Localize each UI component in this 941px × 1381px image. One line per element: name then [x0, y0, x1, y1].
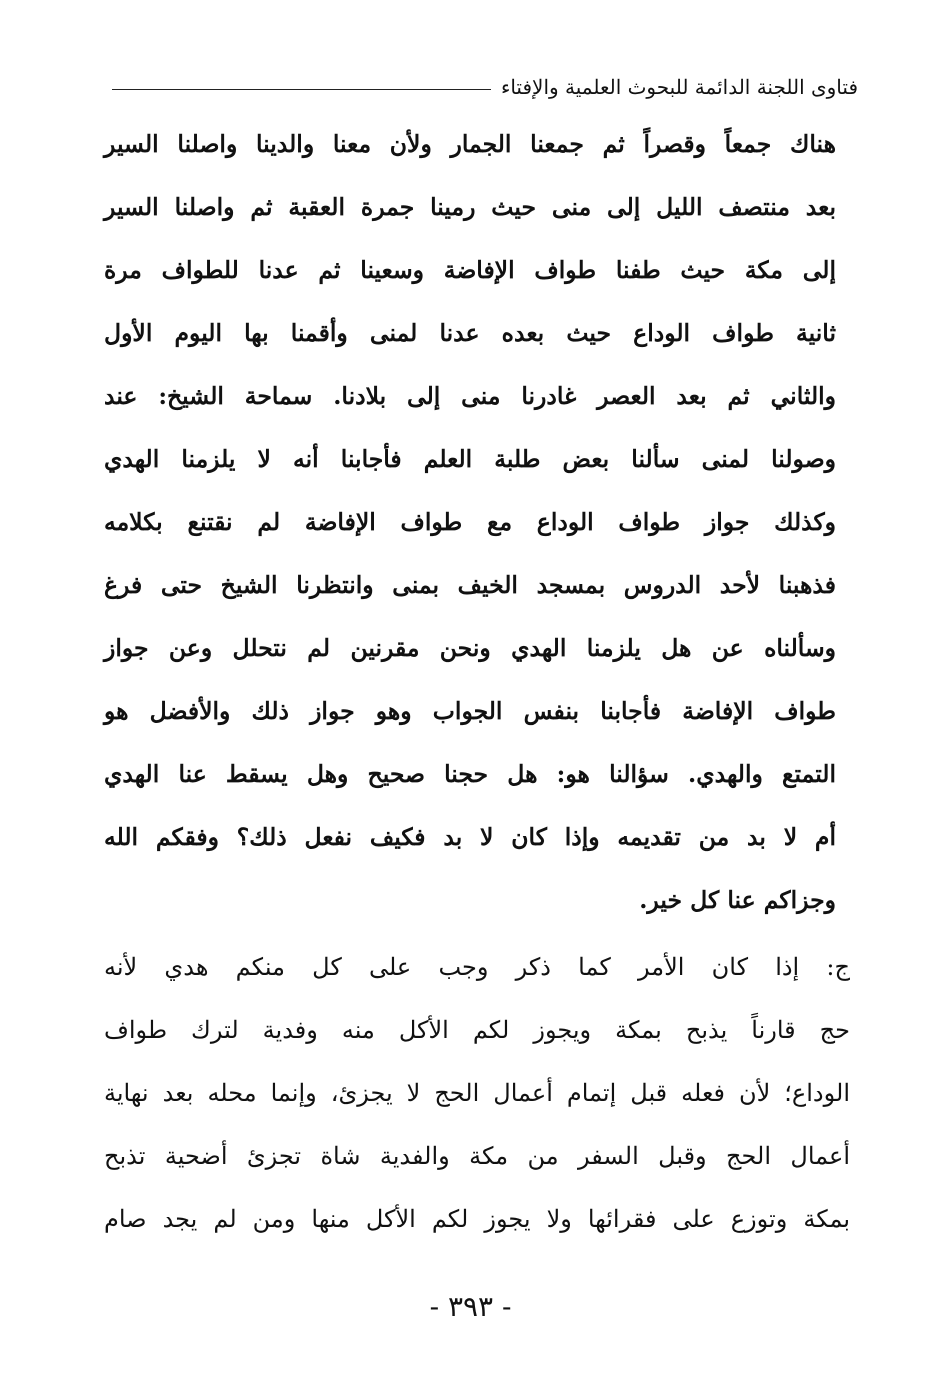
question-line: التمتع والهدي. سؤالنا هو: هل حجنا صحيح وهل يسقط عنا الهدي	[104, 760, 836, 788]
question-line: فذهبنا لأحد الدروس بمسجد الخيف بمنى وانتظرنا الشيخ حتى فرغ	[104, 571, 836, 599]
question-line: بعد منتصف الليل إلى منى حيث رمينا جمرة العقبة ثم واصلنا السير	[104, 193, 836, 221]
question-line: وجزاكم عنا كل خير.	[639, 886, 836, 914]
question-line: وسألناه عن هل يلزمنا الهدي ونحن مقرنين لم نتحلل وعن جواز	[104, 634, 836, 662]
answer-line: الوداع؛ لأن فعله قبل إتمام أعمال الحج لا يجزئ، وإنما محله بعد نهاية	[104, 1079, 850, 1107]
running-header	[112, 70, 858, 104]
question-line: والثاني ثم بعد العصر غادرنا منى إلى بلادنا. سماحة الشيخ: عند	[104, 382, 836, 410]
question-line: أم لا بد من تقديمه وإذا كان لا بد فكيف نفعل ذلك؟ وفقكم الله	[104, 823, 836, 851]
answer-line: حج قارناً يذبح بمكة ويجوز لكم الأكل منه وفدية لترك طواف	[104, 1016, 850, 1044]
question-line: ثانية طواف الوداع حيث بعده عدنا لمنى وأقمنا بها اليوم الأول	[104, 319, 836, 347]
answer-line: أعمال الحج وقبل السفر من مكة والفدية شاة تجزئ أضحية تذبح	[104, 1142, 850, 1170]
question-text	[104, 113, 836, 932]
page-number: - ٣٩٣ -	[429, 1290, 512, 1323]
answer-line: بمكة وتوزع على فقرائها ولا يجوز لكم الأكل منها ومن لم يجد صام	[104, 1205, 850, 1233]
header-title: فتاوى اللجنة الدائمة للبحوث العلمية والإفتاء	[500, 75, 858, 99]
question-line: وصولنا لمنى سألنا بعض طلبة العلم فأجابنا أنه لا يلزمنا الهدي	[104, 445, 836, 473]
question-line: هناك جمعاً وقصراً ثم جمعنا الجمار ولأن معنا والدينا واصلنا السير	[104, 130, 836, 158]
answer-line: ج: إذا كان الأمر كما ذكر وجب على كل منكم هدي لأنه	[104, 953, 851, 981]
question-line: وكذلك جواز طواف الوداع مع طواف الإفاضة لم نقتنع بكلامه	[104, 508, 836, 536]
question-line: طواف الإفاضة فأجابنا بنفس الجواب وهو جواز ذلك والأفضل هو	[104, 697, 836, 725]
header-rule	[112, 89, 491, 90]
answer-text	[104, 936, 850, 1251]
question-line: إلى مكة حيث طفنا طواف الإفاضة وسعينا ثم عدنا للطواف مرة	[104, 256, 836, 284]
